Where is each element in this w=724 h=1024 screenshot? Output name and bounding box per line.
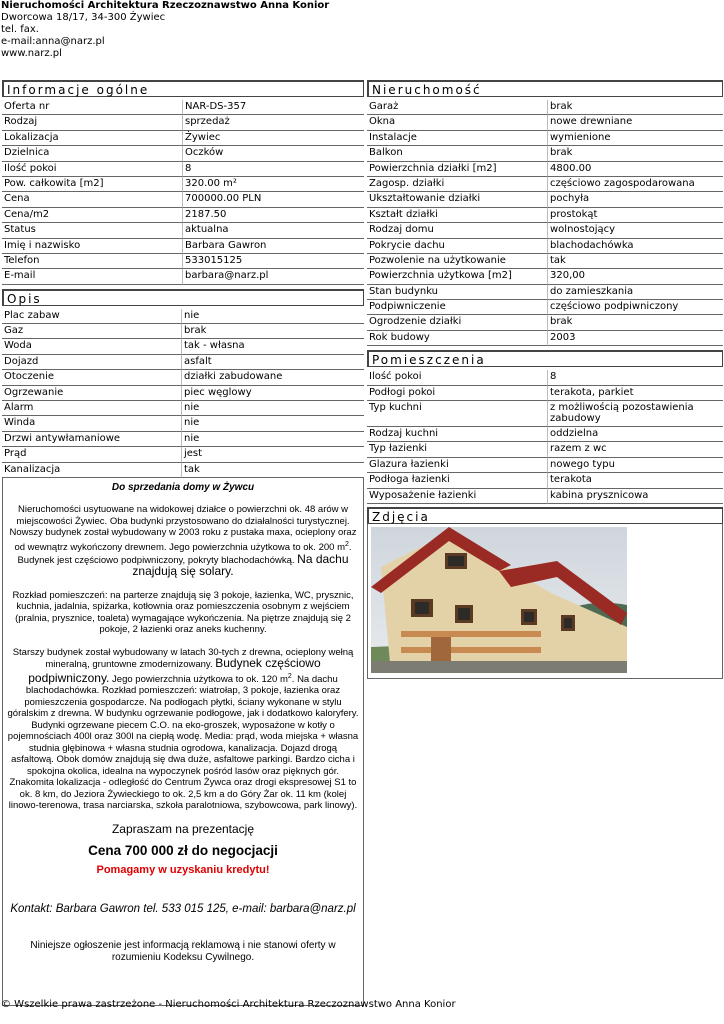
credit-text: Pomagamy w uzyskaniu kredytu! bbox=[96, 863, 270, 876]
company-address: Dworcowa 18/17, 34-300 Żywiec bbox=[1, 12, 166, 23]
price-text: Cena 700 000 zł do negocjacji bbox=[88, 843, 278, 859]
disclaimer-text: Niniejsze ogłoszenie jest informacją reklamową i nie stanowi oferty w rozumieniu Kodeksu Cywilnego. bbox=[30, 939, 336, 963]
rooms-label: Typ łazienki bbox=[367, 442, 548, 457]
general-info-label: Lokalizacja bbox=[2, 131, 183, 146]
opis-row bbox=[2, 416, 364, 431]
general-info-row bbox=[2, 269, 364, 284]
rooms-row bbox=[367, 427, 723, 442]
footer-copyright: © Wszelkie prawa zastrzeżone - Nieruchomości Architektura Rzeczoznawstwo Anna Konior bbox=[1, 999, 456, 1010]
presentation-invite: Zapraszam na prezentację bbox=[111, 821, 255, 836]
property-label: Rok budowy bbox=[367, 331, 548, 346]
property-value: brak bbox=[548, 315, 723, 330]
general-info-label: Telefon bbox=[2, 254, 183, 269]
property-value: blachodachówka bbox=[548, 239, 723, 254]
property-value: wymienione bbox=[548, 131, 723, 146]
property-row bbox=[367, 285, 723, 300]
general-info-row bbox=[2, 192, 364, 207]
general-info-label: Cena bbox=[2, 192, 183, 207]
opis-value: tak bbox=[182, 463, 364, 478]
section-opis-title: Opis bbox=[2, 289, 364, 306]
general-info-value: 700000.00 PLN bbox=[183, 192, 364, 207]
property-label: Stan budynku bbox=[367, 285, 548, 300]
opis-value: brak bbox=[182, 324, 364, 339]
opis-value: nie bbox=[182, 401, 364, 416]
property-value: brak bbox=[548, 146, 723, 161]
left-column bbox=[2, 80, 364, 1006]
general-info-row bbox=[2, 223, 364, 238]
section-photos-title: Zdjęcia bbox=[367, 507, 723, 524]
general-info-label: Dzielnica bbox=[2, 146, 183, 161]
rooms-value: oddzielna bbox=[548, 427, 723, 442]
property-row bbox=[367, 269, 723, 284]
property-row bbox=[367, 177, 723, 192]
general-info-row bbox=[2, 177, 364, 192]
opis-value: piec węglowy bbox=[182, 386, 364, 401]
opis-label: Alarm bbox=[2, 401, 182, 416]
general-info-row bbox=[2, 100, 364, 115]
section-property-title: Nieruchomość bbox=[367, 80, 723, 97]
property-row bbox=[367, 100, 723, 115]
rooms-value: kabina prysznicowa bbox=[548, 489, 723, 504]
section-general-title: Informacje ogólne bbox=[2, 80, 364, 97]
property-row bbox=[367, 146, 723, 161]
property-label: Pokrycie dachu bbox=[367, 239, 548, 254]
opis-label: Otoczenie bbox=[2, 370, 182, 385]
opis-row bbox=[2, 401, 364, 416]
property-row bbox=[367, 331, 723, 346]
general-info-value: Oczków bbox=[183, 146, 364, 161]
rooms-label: Ilość pokoi bbox=[367, 370, 548, 385]
general-info-value: NAR-DS-357 bbox=[183, 100, 364, 115]
general-info-label: Status bbox=[2, 223, 183, 238]
property-value: 2003 bbox=[548, 331, 723, 346]
property-value: brak bbox=[548, 100, 723, 115]
opis-label: Woda bbox=[2, 339, 182, 354]
property-label: Podpiwniczenie bbox=[367, 300, 548, 315]
description-box bbox=[2, 478, 364, 1006]
general-info-label: Imię i nazwisko bbox=[2, 239, 183, 254]
general-info-value[interactable]: barbara@narz.pl bbox=[183, 269, 364, 284]
general-info-label: Rodzaj bbox=[2, 115, 183, 130]
property-label: Pozwolenie na użytkowanie bbox=[367, 254, 548, 269]
rooms-row bbox=[367, 442, 723, 457]
description-paragraph-2: Rozkład pomieszczeń: na parterze znajdują się 3 pokoje, łazienka, WC, prysznic, kuchnia, jadalnia, spiżarka, kotłownia oraz pomieszczenia osobnym z wejściem (pralnia, prysznice, toaleta) wymagające wykończenia. Na piętrze znajdują się 2 pokoje, 2 łazienki oraz aneks kuchenny. bbox=[12, 589, 354, 636]
opis-label: Winda bbox=[2, 416, 182, 431]
general-info-label: E-mail bbox=[2, 269, 183, 284]
opis-row bbox=[2, 324, 364, 339]
property-row bbox=[367, 131, 723, 146]
general-info-value: 533015125 bbox=[183, 254, 364, 269]
general-table bbox=[2, 100, 364, 285]
photo-gallery bbox=[367, 524, 723, 679]
opis-label: Prąd bbox=[2, 447, 182, 462]
property-value: pochyła bbox=[548, 192, 723, 207]
rooms-row bbox=[367, 370, 723, 385]
general-info-row bbox=[2, 115, 364, 130]
opis-label: Dojazd bbox=[2, 355, 182, 370]
property-row bbox=[367, 239, 723, 254]
rooms-row bbox=[367, 401, 723, 427]
opis-label: Ogrzewanie bbox=[2, 386, 182, 401]
property-row bbox=[367, 192, 723, 207]
general-info-value: 8 bbox=[183, 162, 364, 177]
opis-label: Plac zabaw bbox=[2, 309, 182, 324]
property-value: tak bbox=[548, 254, 723, 269]
property-label: Ogrodzenie działki bbox=[367, 315, 548, 330]
rooms-label: Typ kuchni bbox=[367, 401, 548, 427]
rooms-row bbox=[367, 473, 723, 488]
property-row bbox=[367, 223, 723, 238]
property-row bbox=[367, 254, 723, 269]
general-info-row bbox=[2, 239, 364, 254]
property-value: do zamieszkania bbox=[548, 285, 723, 300]
property-row bbox=[367, 162, 723, 177]
rooms-value: terakota bbox=[548, 473, 723, 488]
property-value: 4800.00 bbox=[548, 162, 723, 177]
property-label: Kształt działki bbox=[367, 208, 548, 223]
property-row bbox=[367, 208, 723, 223]
rooms-value: terakota, parkiet bbox=[548, 386, 723, 401]
rooms-value: 8 bbox=[548, 370, 723, 385]
opis-table bbox=[2, 309, 364, 478]
section-rooms-title: Pomieszczenia bbox=[367, 350, 723, 367]
rooms-table bbox=[367, 370, 723, 504]
general-info-value: 2187.50 bbox=[183, 208, 364, 223]
general-info-value: sprzedaż bbox=[183, 115, 364, 130]
general-info-row bbox=[2, 146, 364, 161]
rooms-row bbox=[367, 489, 723, 504]
opis-row bbox=[2, 386, 364, 401]
general-info-value: Barbara Gawron bbox=[183, 239, 364, 254]
opis-label: Gaz bbox=[2, 324, 182, 339]
general-info-row bbox=[2, 208, 364, 223]
general-info-label: Cena/m2 bbox=[2, 208, 183, 223]
property-value: 320,00 bbox=[548, 269, 723, 284]
property-label: Garaż bbox=[367, 100, 548, 115]
general-info-label: Pow. całkowita [m2] bbox=[2, 177, 183, 192]
property-value: częściowo podpiwniczony bbox=[548, 300, 723, 315]
opis-value: jest bbox=[182, 447, 364, 462]
opis-label: Kanalizacja bbox=[2, 463, 182, 478]
contact-text: Kontakt: Barbara Gawron tel. 533 015 125, e-mail: barbara@narz.pl bbox=[10, 903, 356, 916]
rooms-row bbox=[367, 458, 723, 473]
rooms-row bbox=[367, 386, 723, 401]
opis-row bbox=[2, 370, 364, 385]
company-email[interactable]: e-mail:anna@narz.pl bbox=[1, 36, 105, 47]
opis-row bbox=[2, 463, 364, 478]
description-paragraph-3: Starszy budynek został wybudowany w latach 30-tych z drewna, ocieplony wełną mineralną, gruntowne zmodernizowany. Budynek częściowo podpiwniczony. Jego powierzchnia użytkowa to ok. 120 $m^2$. Na dachu blachodachówka. Rozkład pomieszczeń: wiatrołap, 3 pokoje, łazienka oraz pomieszczenia gospodarcze. Na podłogach płytki, ściany wykonane w stylu góralskim z drewna. W budynku ogrzewanie podłogowe, jak i dodatkowo kaloryfery. Budynki ogrzewane piecem C.O. na eko-groszek, wyposażone w kotły o pojemnościach 400l oraz 300l na ciepłą wodę. Media: prąd, woda miejska + własna studnia głębinowa + własna studnia ogrodowa, kanalizacja. Dojazd drogą asfaltową. Obok domów znajdują się dwa duże, asfaltowe parkingi. Bardzo cicha i spokojna okolica, idealna na wypoczynek pośród lasów oraz pięknych gór. Znakomita lokalizacja - odległość do Centrum Żywca oraz drogi ekspresowej S1 to ok. 8 km, do Jeziora Żywieckiego to ok. 2,5 km a do Góry Żar ok. 11 km (kolej linowo-terenowa, trasa narciarska, szkoła paralotniowa, szybowcowa, park linowy). bbox=[7, 646, 359, 812]
rooms-label: Wyposażenie łazienki bbox=[367, 489, 548, 504]
property-label: Okna bbox=[367, 115, 548, 130]
description-paragraph-1: Nieruchomości usytuowane na widokowej działce o powierzchni ok. 48 arów w miejscowości Żywiec. Oba budynki przystosowano do działalności turystycznej. Nowszy budynek został wybudowany w 2003 roku z pustaka maxa, ocieplony oraz od wewnątrz wykończony drewnem. Jego powierzchnia użytkowa to ok. 200 $m^2$. Budynek jest częściowo podpiwniczony, pokryty blachodachówką. Na dachu znajdują się solary. bbox=[9, 504, 357, 579]
general-info-label: Ilość pokoi bbox=[2, 162, 183, 177]
property-label: Powierzchnia działki [m2] bbox=[367, 162, 548, 177]
general-info-row bbox=[2, 162, 364, 177]
general-info-value: 320.00 m² bbox=[183, 177, 364, 192]
opis-label: Drzwi antywłamaniowe bbox=[2, 432, 182, 447]
general-info-label: Oferta nr bbox=[2, 100, 183, 115]
rooms-label: Rodzaj kuchni bbox=[367, 427, 548, 442]
rooms-label: Glazura łazienki bbox=[367, 458, 548, 473]
property-label: Ukształtowanie działki bbox=[367, 192, 548, 207]
general-info-row bbox=[2, 254, 364, 269]
property-value: nowe drewniane bbox=[548, 115, 723, 130]
property-value: prostokąt bbox=[548, 208, 723, 223]
rooms-label: Podłoga łazienki bbox=[367, 473, 548, 488]
property-value: częściowo zagospodarowana bbox=[548, 177, 723, 192]
property-label: Balkon bbox=[367, 146, 548, 161]
house-photo[interactable] bbox=[371, 527, 627, 673]
description-title: Do sprzedania domy w Żywcu bbox=[111, 481, 255, 493]
property-row bbox=[367, 300, 723, 315]
property-label: Instalacje bbox=[367, 131, 548, 146]
opis-row bbox=[2, 309, 364, 324]
opis-value: asfalt bbox=[182, 355, 364, 370]
company-website[interactable]: www.narz.pl bbox=[1, 48, 62, 59]
general-info-row bbox=[2, 131, 364, 146]
rooms-value: z możliwością pozostawienia zabudowy bbox=[548, 401, 723, 427]
property-table bbox=[367, 100, 723, 346]
company-name: Nieruchomości Architektura Rzeczoznawstwo Anna Konior bbox=[1, 0, 330, 11]
property-value: wolnostojący bbox=[548, 223, 723, 238]
opis-value: tak - własna bbox=[182, 339, 364, 354]
general-info-value: aktualna bbox=[183, 223, 364, 238]
rooms-label: Podłogi pokoi bbox=[367, 386, 548, 401]
opis-value: nie bbox=[182, 432, 364, 447]
property-label: Powierzchnia użytkowa [m2] bbox=[367, 269, 548, 284]
opis-value: nie bbox=[182, 309, 364, 324]
general-info-value: Żywiec bbox=[183, 131, 364, 146]
opis-row bbox=[2, 447, 364, 462]
rooms-value: razem z wc bbox=[548, 442, 723, 457]
rooms-value: nowego typu bbox=[548, 458, 723, 473]
opis-row bbox=[2, 432, 364, 447]
opis-value: nie bbox=[182, 416, 364, 431]
opis-value: działki zabudowane bbox=[182, 370, 364, 385]
opis-row bbox=[2, 355, 364, 370]
property-row bbox=[367, 315, 723, 330]
property-label: Rodzaj domu bbox=[367, 223, 548, 238]
right-column bbox=[367, 80, 723, 679]
property-label: Zagosp. działki bbox=[367, 177, 548, 192]
company-header bbox=[1, 0, 329, 60]
company-phone: tel. fax. bbox=[1, 24, 39, 35]
opis-row bbox=[2, 339, 364, 354]
property-row bbox=[367, 115, 723, 130]
